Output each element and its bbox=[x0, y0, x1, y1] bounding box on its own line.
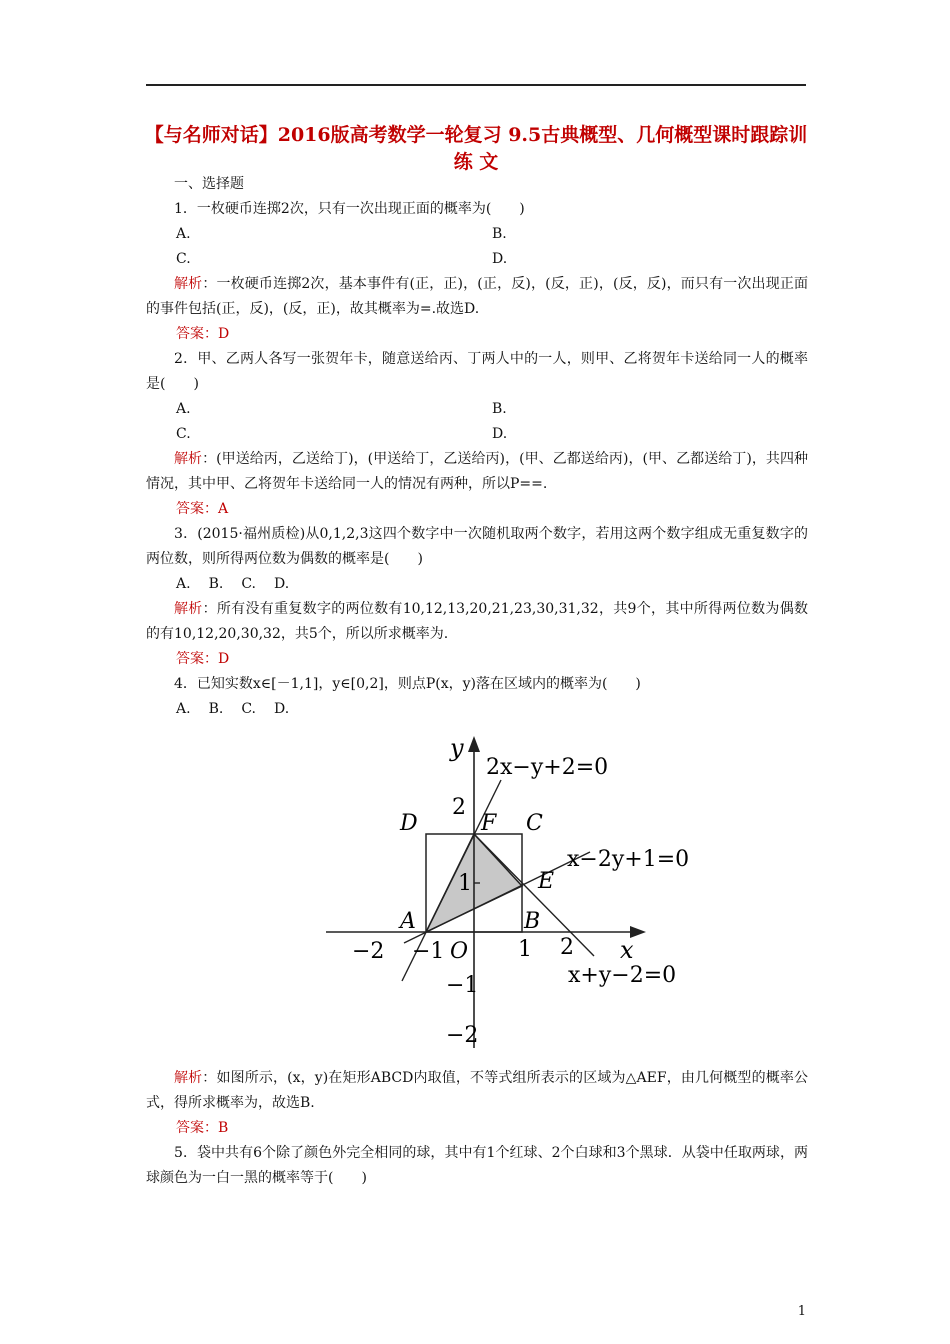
q2-analysis-text: ：(甲送给丙，乙送给丁)，(甲送给丁，乙送给丙)，(甲、乙都送给丙)，(甲、乙都送给丁)，共四种情况，其中甲、乙将贺年卡送给同一人的情况有两种，所以P==. bbox=[146, 451, 808, 492]
q4-stem: 4．已知实数x∈[－1,1]，y∈[0,2]，则点P(x，y)落在区域内的概率为( ) bbox=[174, 676, 641, 692]
axis-x-label: x bbox=[620, 936, 634, 964]
q4-analysis bbox=[146, 1066, 808, 1116]
q3-stem: 3．(2015·福州质检)从0,1,2,3这四个数字中一次随机取两个数字，若用这两个数字组成无重复数字的两位数，则所得两位数为偶数的概率是( ) bbox=[146, 526, 808, 567]
point-f-label: F bbox=[481, 811, 497, 836]
tick-x-2: 2 bbox=[560, 935, 574, 960]
q5-stem: 5．袋中共有6个除了颜色外完全相同的球，其中有1个红球、2个白球和3个黑球．从袋中任取两球，两球颜色为一白一黑的概率等于( ) bbox=[146, 1145, 808, 1186]
q4-answer bbox=[146, 1116, 808, 1141]
tick-x-1: 1 bbox=[518, 937, 532, 962]
q4-option-d: D. bbox=[273, 701, 290, 717]
q3-options bbox=[146, 572, 808, 597]
document-body bbox=[146, 172, 808, 1191]
q4-option-b: B. bbox=[208, 701, 224, 717]
q3-answer-label: 答案 bbox=[176, 651, 204, 667]
tick-x-neg2: −2 bbox=[352, 939, 385, 964]
q1-answer-value: ：D bbox=[204, 326, 230, 342]
point-b-label: B bbox=[524, 909, 541, 934]
tick-y-neg1: −1 bbox=[446, 973, 479, 998]
point-a-label: A bbox=[400, 909, 416, 934]
q3-option-a: A. bbox=[176, 576, 191, 592]
q2-options-row2 bbox=[146, 422, 808, 447]
q2-stem: 2．甲、乙两人各写一张贺年卡，随意送给丙、丁两人中的一人，则甲、乙将贺年卡送给同一人的概率是( ) bbox=[146, 351, 808, 392]
q1-options-row2 bbox=[146, 247, 808, 272]
q2-analysis-label: 解析 bbox=[174, 451, 203, 467]
q1-option-b: B. bbox=[492, 226, 507, 242]
tick-y-1: 1 bbox=[458, 871, 472, 896]
q1-options-row1 bbox=[146, 222, 808, 247]
axis-y-label: y bbox=[450, 734, 464, 762]
line2-label: x−2y+1=0 bbox=[567, 847, 690, 872]
q4-analysis-text: ：如图所示，(x，y)在矩形ABCD内取值，不等式组所表示的区域为△AEF，由几何概型的概率公式，得所求概率为，故选B. bbox=[146, 1070, 809, 1111]
q1-analysis-label: 解析 bbox=[174, 276, 203, 292]
q4-option-a: A. bbox=[176, 701, 191, 717]
q4-option-c: C. bbox=[241, 701, 256, 717]
q2-answer-value: ：A bbox=[204, 501, 229, 517]
q1-answer bbox=[146, 322, 808, 347]
q1-answer-label: 答案 bbox=[176, 326, 204, 342]
q2-options-row1 bbox=[146, 397, 808, 422]
q2-answer bbox=[146, 497, 808, 522]
line3-label: x+y−2=0 bbox=[568, 963, 677, 988]
line1-label: 2x−y+2=0 bbox=[486, 755, 609, 780]
header-rule bbox=[146, 84, 806, 86]
q1-analysis-text: ：一枚硬币连掷2次，基本事件有(正，正)，(正，反)，(反，正)，(反，反)，而只有一次出现正面的事件包括(正，反)，(反，正)，故其概率为=.故选D. bbox=[146, 276, 809, 317]
tick-x-neg1: −1 bbox=[412, 939, 445, 964]
q3-analysis-text: ：所有没有重复数字的两位数有10,12,13,20,21,23,30,31,32，共9个，其中所得两位数为偶数的有10,12,20,30,32，共5个，所以所求概率为. bbox=[146, 601, 808, 642]
q3-option-b: B. bbox=[208, 576, 224, 592]
page-title: 【与名师对话】2016版高考数学一轮复习 9.5古典概型、几何概型课时跟踪训练 文 bbox=[144, 124, 808, 173]
page-number: 1 bbox=[797, 1304, 806, 1319]
origin-label: O bbox=[450, 939, 469, 964]
q2-option-d: D. bbox=[492, 426, 508, 442]
q4-figure bbox=[324, 734, 690, 1056]
tick-y-2: 2 bbox=[452, 795, 466, 820]
q3-option-c: C. bbox=[241, 576, 256, 592]
q3-answer-value: ：D bbox=[204, 651, 230, 667]
q1-option-a: A. bbox=[176, 226, 191, 242]
q3-answer bbox=[146, 647, 808, 672]
q1-analysis bbox=[146, 272, 808, 322]
q2-answer-label: 答案 bbox=[176, 501, 204, 517]
q3-analysis bbox=[146, 597, 808, 647]
q4-answer-label: 答案 bbox=[176, 1120, 204, 1136]
q2-analysis bbox=[146, 447, 808, 497]
q1-stem: 1．一枚硬币连掷2次，只有一次出现正面的概率为( ) bbox=[174, 201, 525, 217]
q4-answer-value: ：B bbox=[204, 1120, 229, 1136]
q3-analysis-label: 解析 bbox=[174, 601, 203, 617]
point-e-label: E bbox=[538, 869, 555, 894]
section-heading: 一、选择题 bbox=[174, 176, 244, 192]
tick-y-neg2: −2 bbox=[446, 1023, 479, 1048]
q2-option-c: C. bbox=[176, 426, 191, 442]
q1-option-c: C. bbox=[176, 251, 191, 267]
q2-option-b: B. bbox=[492, 401, 507, 417]
q1-option-d: D. bbox=[492, 251, 508, 267]
point-c-label: C bbox=[526, 811, 543, 836]
q4-analysis-label: 解析 bbox=[174, 1070, 203, 1086]
y-axis-arrow bbox=[468, 736, 480, 752]
q3-option-d: D. bbox=[273, 576, 290, 592]
point-d-label: D bbox=[400, 811, 418, 836]
q4-options bbox=[146, 697, 808, 722]
q2-option-a: A. bbox=[176, 401, 191, 417]
